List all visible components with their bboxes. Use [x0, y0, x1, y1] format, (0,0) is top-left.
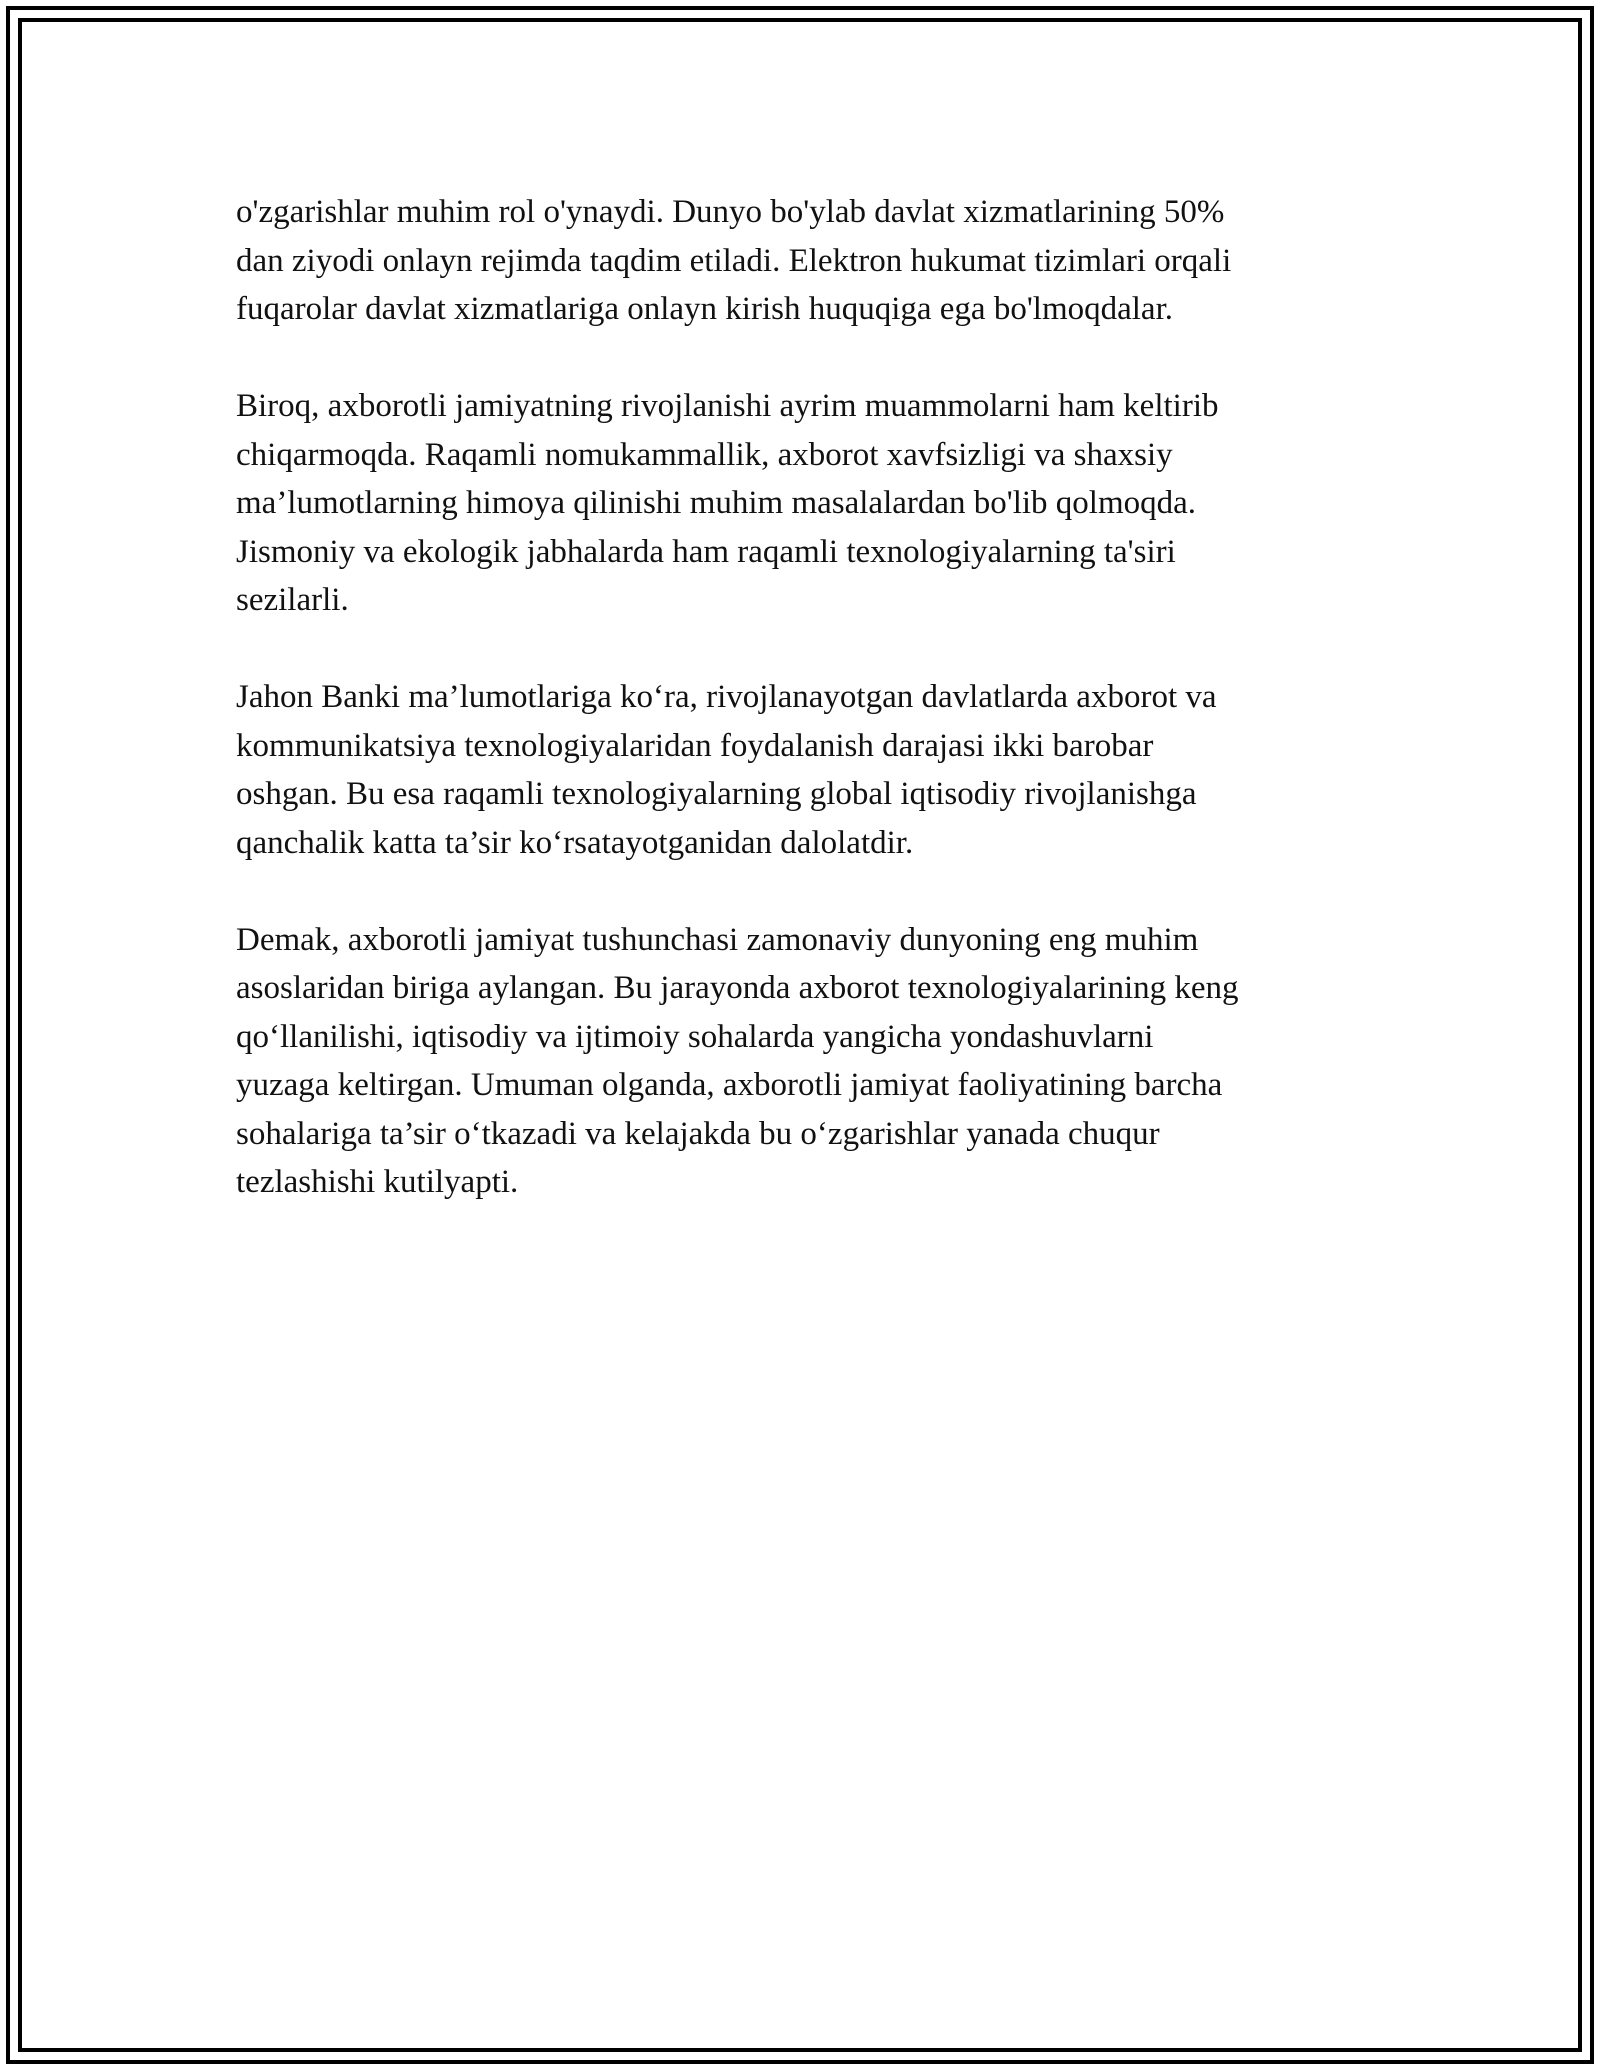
- paragraph-egovernment: o'zgarishlar muhim rol o'ynaydi. Dunyo bo'ylab davlat xizmatlarining 50% dan ziyodi onlayn rejimda taqdim etiladi. Elektron hukumat tizimlari orqali fuqarolar davlat xizmatlariga onlayn kirish huquqiga ega bo'lmoqdalar.: [236, 194, 1232, 327]
- document-body: [236, 188, 1366, 1255]
- paragraph-conclusion: Demak, axborotli jamiyat tushunchasi zamonaviy dunyoning eng muhim asoslaridan biriga aylangan. Bu jarayonda axborot texnologiyalarining keng qo‘llanilishi, iqtisodiy va ijtimoiy sohalarda yangicha yondashuvlarni yuzaga keltirgan. Umuman olganda, axborotli jamiyat faoliyatining barcha sohalariga ta’sir o‘tkazadi va kelajakda bu o‘zgarishlar yanada chuqur tezlashishi kutilyapti.: [236, 921, 1239, 1200]
- paragraph-problems: Biroq, axborotli jamiyatning rivojlanishi ayrim muammolarni ham keltirib chiqarmoqda. Raqamli nomukammallik, axborot xavfsizligi va shaxsiy ma’lumotlarning himoya qilinishi muhim masalalardan bo'lib qolmoqda. Jismoniy va ekologik jabhalarda ham raqamli texnologiyalarning ta'siri sezilarli.: [236, 388, 1219, 618]
- paragraph-world-bank: Jahon Banki ma’lumotlariga ko‘ra, rivojlanayotgan davlatlarda axborot va kommunikatsiya texnologiyalaridan foydalanish darajasi ikki barobar oshgan. Bu esa raqamli texnologiyalarning global iqtisodiy rivojlanishga qanchalik katta ta’sir ko‘rsatayotganidan dalolatdir.: [236, 679, 1217, 861]
